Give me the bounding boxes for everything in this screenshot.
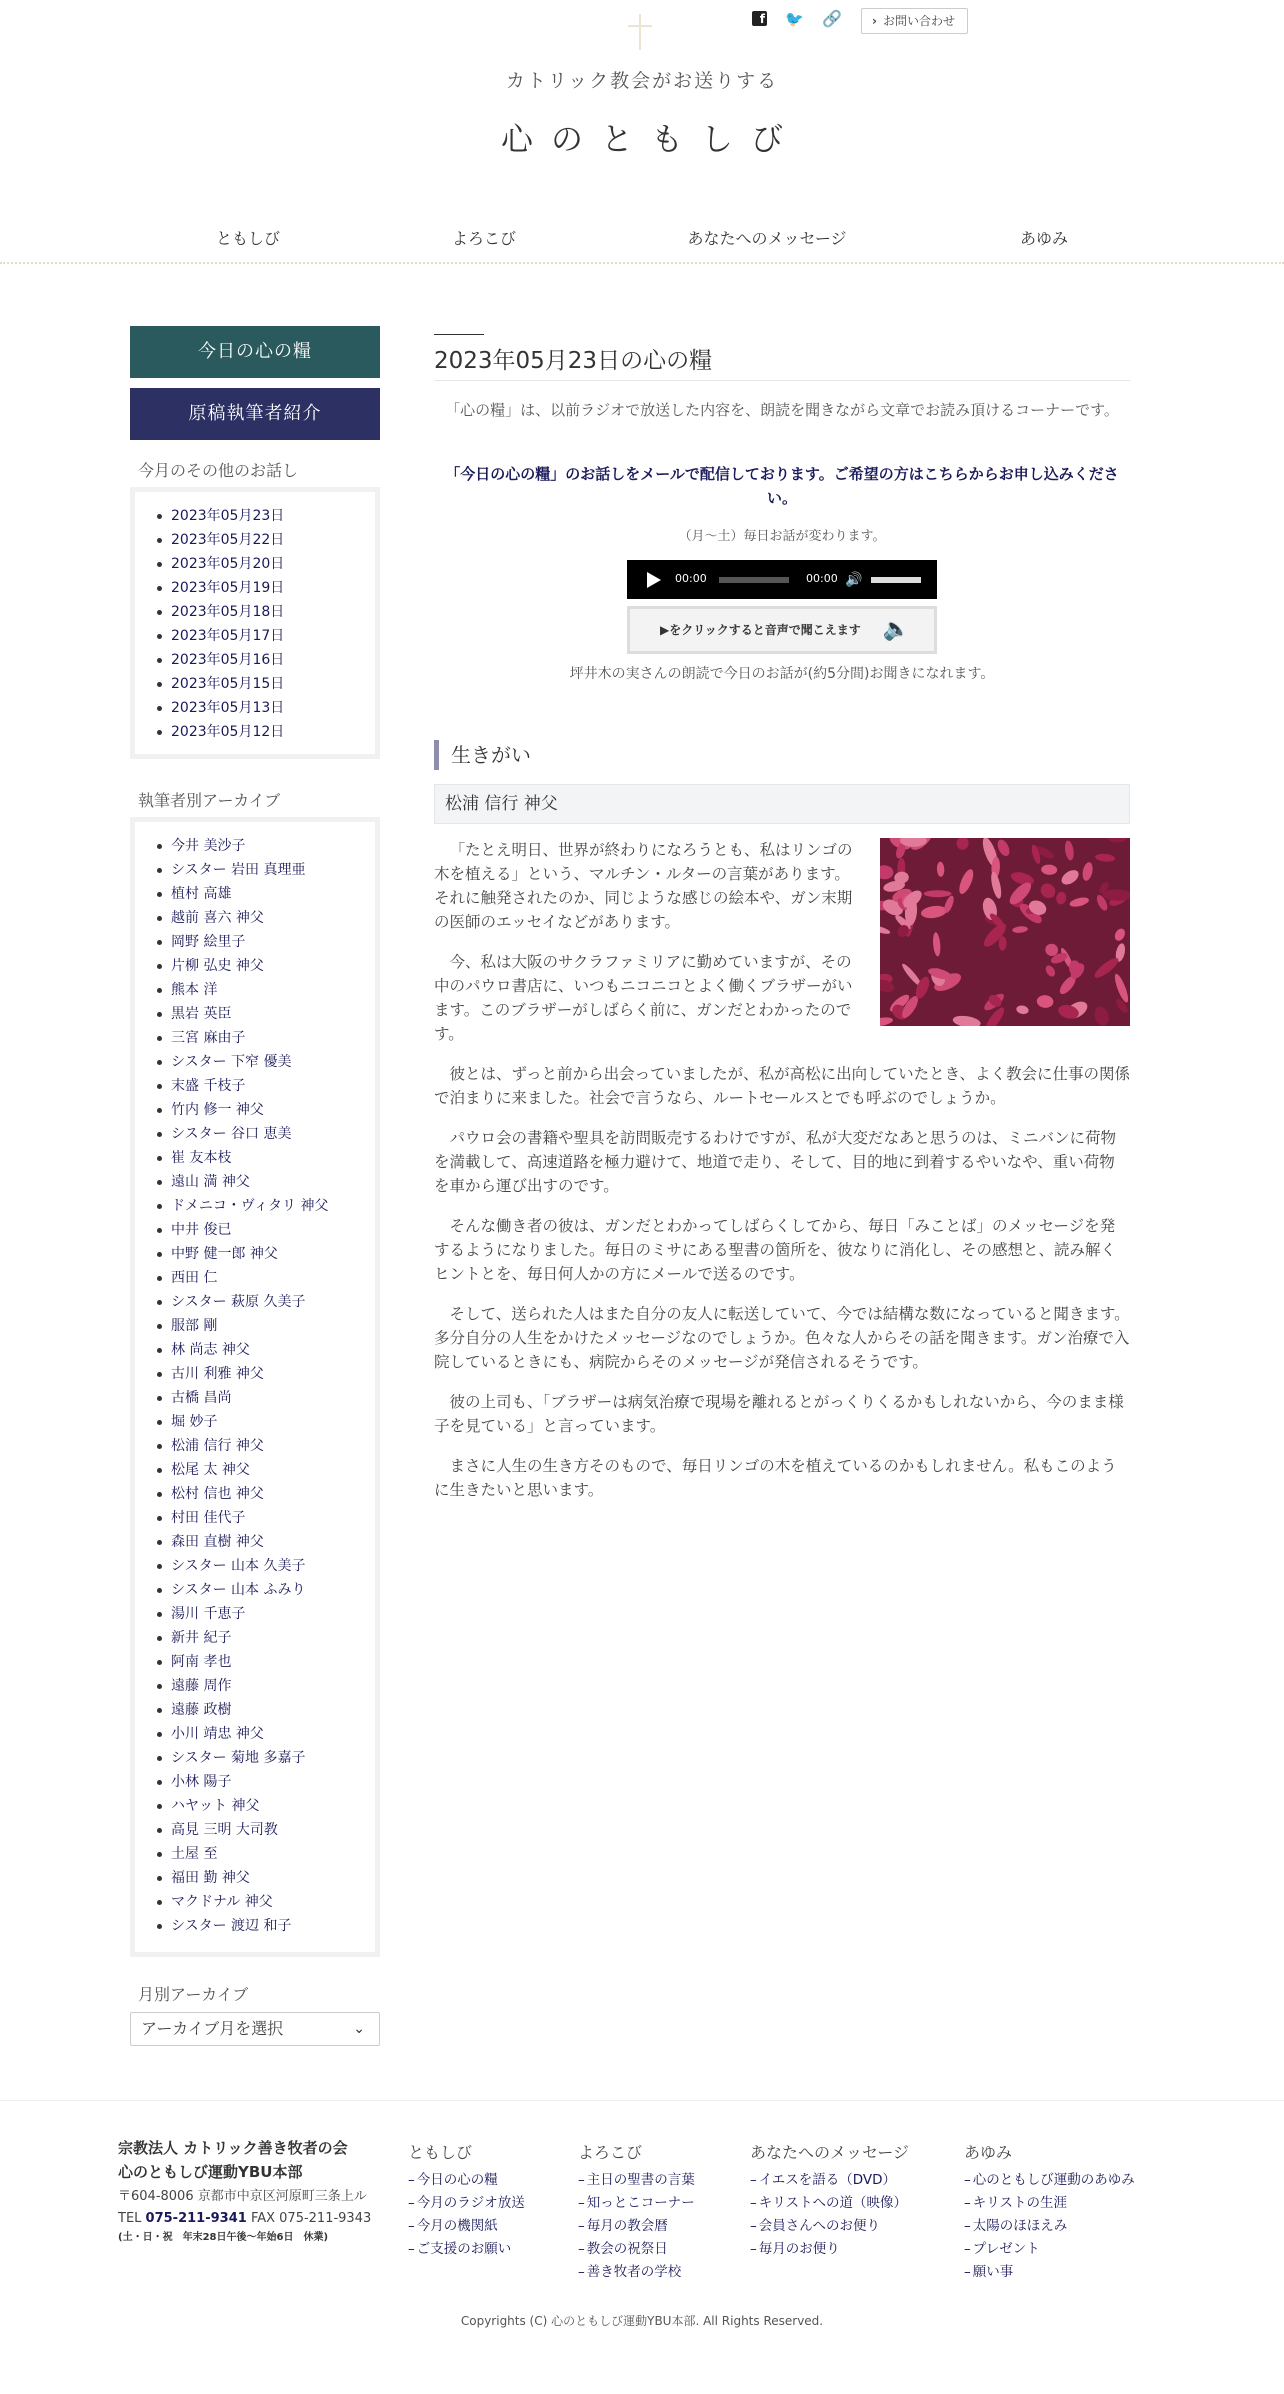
footer-link-label: 今月のラジオ放送 <box>416 2195 525 2211</box>
author-archive-link[interactable]: 林 尚志 神父 <box>171 1338 375 1362</box>
footer-link[interactable] <box>578 2169 695 2192</box>
month-stories-heading: 今月のその他のお話し <box>138 461 299 480</box>
footer-link[interactable] <box>408 2215 525 2238</box>
archive-month-select-value: アーカイブ月を選択 <box>141 2019 284 2038</box>
contact-label: お問い合わせ <box>882 14 955 28</box>
footer-link[interactable] <box>964 2238 1135 2261</box>
dash-icon: – <box>750 2241 757 2257</box>
story-paragraph: 彼の上司も、「ブラザーは病気治療で現場を離れるとがっくりくるかもしれないから、今のまま様子を見ている」と言っています。 <box>434 1393 1124 1435</box>
footer-col-list <box>964 2169 1135 2284</box>
author-archive-link[interactable]: 越前 喜六 神父 <box>171 906 375 930</box>
story-paragraph: 今、私は大阪のサクラファミリアに勤めていますが、その中のパウロ書店に、いつもニコニコとよく働くブラザーがいます。このブラザーがしばらく前に、ガンだとわかったのです。 <box>434 953 853 1043</box>
author-archive-link[interactable]: 植村 高雄 <box>171 882 375 906</box>
footer-link[interactable] <box>578 2215 695 2238</box>
footer-link-label: プレゼント <box>972 2241 1040 2257</box>
footer-col-ayumi <box>964 2140 1135 2284</box>
voice-play-label: ▶をクリックすると音声で聞こえます <box>660 623 861 637</box>
footer-col-message <box>750 2140 909 2261</box>
footer-link-label: 知っとこコーナー <box>586 2195 695 2211</box>
month-story-link[interactable]: 2023年05月19日 <box>171 576 375 600</box>
author-archive-link[interactable]: 森田 直樹 神父 <box>171 1530 375 1554</box>
author-archive-link[interactable]: 片柳 弘史 神父 <box>171 954 375 978</box>
intro-text: 「心の糧」は、以前ラジオで放送した内容を、朗読を聞きながら文章でお読み頂けるコーナーです。 <box>445 401 1119 419</box>
footer-col-title[interactable]: あなたへのメッセージ <box>750 2143 910 2162</box>
author-archive-link[interactable]: シスター 下窄 優美 <box>171 1050 375 1074</box>
author-archive-link[interactable]: 湯川 千恵子 <box>171 1602 375 1626</box>
author-archive-link[interactable]: シスター 谷口 恵美 <box>171 1122 375 1146</box>
chevron-right-icon: › <box>872 14 877 28</box>
author-archive-heading: 執筆者別アーカイブ <box>138 791 281 810</box>
link-icon[interactable]: 🔗 <box>822 9 842 28</box>
author-archive-link[interactable]: ハヤット 神父 <box>171 1794 375 1818</box>
story-paragraph: まさに人生の生き方そのもので、毎日リンゴの木を植えているのかもしれません。私もこのように生きたいと思います。 <box>434 1457 1117 1499</box>
footer-col-title[interactable]: よろこび <box>578 2143 643 2162</box>
footer-link-label: 教会の祝祭日 <box>586 2241 668 2257</box>
footer-link-label: ご支援のお願い <box>416 2241 512 2257</box>
story-paragraph: そして、送られた人はまた自分の友人に転送していて、今では結構な数になっていると聞きます。多分自分の人生をかけたメッセージなのでしょうか。色々な人からその話を聞きます。ガン治療で入院しているときにも、病院からそのメッセージが発信されるそうです。 <box>434 1305 1130 1371</box>
footer-col-list <box>578 2169 695 2284</box>
contact-button[interactable] <box>861 8 968 34</box>
voice-play-button[interactable] <box>627 606 937 654</box>
author-archive-link[interactable]: 熊本 洋 <box>171 978 375 1002</box>
footer-link-label: 会員さんへのお便り <box>758 2218 880 2234</box>
dash-icon: – <box>578 2195 585 2211</box>
footer-link-label: 太陽のほほえみ <box>972 2218 1068 2234</box>
mail-notice-link[interactable]: 「今日の心の糧」のお話しをメールで配信しております。ご希望の方はこちらからお申し込みください。 <box>445 465 1119 507</box>
twitter-icon[interactable]: 🐦 <box>785 10 804 28</box>
volume-icon[interactable]: 🔊 <box>845 572 863 588</box>
footer-link[interactable] <box>408 2169 525 2192</box>
chevron-down-icon: ⌄ <box>353 2021 365 2037</box>
today-kokoro-button[interactable]: 今日の心の糧 <box>130 326 380 378</box>
month-story-link[interactable]: 2023年05月20日 <box>171 552 375 576</box>
story-photo <box>880 838 1130 1026</box>
author-archive-list <box>171 834 375 1938</box>
footer-org-branch: 心のともしび運動YBU本部 <box>118 2163 303 2181</box>
nav-item-tomoshibi[interactable]: ともしび <box>215 229 281 248</box>
footer-link-label: 毎月の教会暦 <box>586 2218 668 2234</box>
dash-icon: – <box>578 2241 585 2257</box>
footer-org-name: 宗教法人 カトリック善き牧者の会 <box>118 2139 348 2157</box>
story-paragraph: そんな働き者の彼は、ガンだとわかってしばらくしてから、毎日「みことば」のメッセージを発するようになりました。毎日のミサにある聖書の箇所を、彼なりに消化し、その感想と、読み解くヒントとを、毎日何人かの方にメールで送るのです。 <box>434 1217 1117 1283</box>
footer-link-label: 毎月のお便り <box>758 2241 840 2257</box>
monthly-archive-heading: 月別アーカイブ <box>138 1985 249 2004</box>
month-story-link[interactable]: 2023年05月15日 <box>171 672 375 696</box>
author-archive-link[interactable]: 小林 陽子 <box>171 1770 375 1794</box>
footer-link[interactable] <box>750 2169 909 2192</box>
author-archive-link[interactable]: 村田 佳代子 <box>171 1506 375 1530</box>
audio-player <box>627 560 937 599</box>
author-archive-link[interactable]: 新井 紀子 <box>171 1626 375 1650</box>
story-paragraph: パウロ会の書籍や聖具を訪問販売するわけですが、私が大変だなあと思うのは、ミニバンに荷物を満載して、高速道路を極力避けて、地道で走り、そして、目的地に到着するやいなや、重い荷物を車から運び出すのです。 <box>434 1129 1117 1195</box>
month-story-link[interactable]: 2023年05月13日 <box>171 696 375 720</box>
voice-note: 坪井木の実さんの朗読で今日のお話が(約5分間)お聞きになれます。 <box>569 666 995 682</box>
author-archive-link[interactable]: 服部 剛 <box>171 1314 375 1338</box>
author-archive-link[interactable]: シスター 山本 久美子 <box>171 1554 375 1578</box>
dash-icon: – <box>964 2241 971 2257</box>
month-stories-list <box>171 504 375 744</box>
author-archive-link[interactable]: 三宮 麻由子 <box>171 1026 375 1050</box>
footer-link[interactable] <box>964 2261 1135 2284</box>
authors-intro-button[interactable]: 原稿執筆者紹介 <box>130 388 380 440</box>
dash-icon: – <box>964 2172 971 2188</box>
footer-phone <box>118 2208 371 2230</box>
speaker-icon: 🔈 <box>882 617 910 642</box>
author-archive-link[interactable]: 松浦 信行 神父 <box>171 1434 375 1458</box>
footer-link-label: キリストの生涯 <box>972 2195 1067 2211</box>
month-story-link[interactable]: 2023年05月23日 <box>171 504 375 528</box>
footer-link[interactable] <box>408 2192 525 2215</box>
dash-icon: – <box>964 2264 971 2280</box>
current-time: 00:00 <box>675 572 707 585</box>
footer-link[interactable] <box>750 2215 909 2238</box>
footer-fax: FAX 075-211-9343 <box>250 2211 372 2226</box>
schedule-text: （月～土）毎日お話が変わります。 <box>678 529 886 544</box>
month-story-link[interactable]: 2023年05月22日 <box>171 528 375 552</box>
footer-tel-label: TEL <box>118 2211 142 2226</box>
title-accent-rule <box>434 334 484 335</box>
author-archive-link[interactable]: 古川 利雅 神父 <box>171 1362 375 1386</box>
author-archive-link[interactable]: 中井 俊已 <box>171 1218 375 1242</box>
author-archive-link[interactable]: 岡野 絵里子 <box>171 930 375 954</box>
footer-link[interactable] <box>578 2192 695 2215</box>
footer-link-label: 願い事 <box>972 2264 1014 2280</box>
author-archive-link[interactable]: シスター 渡辺 和子 <box>171 1914 375 1938</box>
footer-divider <box>0 2100 1284 2101</box>
volume-slider[interactable] <box>871 577 921 583</box>
month-stories-box <box>130 487 380 759</box>
author-archive-link[interactable]: 遠山 満 神父 <box>171 1170 375 1194</box>
author-archive-link[interactable]: 小川 靖忠 神父 <box>171 1722 375 1746</box>
author-archive-link[interactable]: 松村 信也 神父 <box>171 1482 375 1506</box>
dash-icon: – <box>578 2218 585 2234</box>
story-author: 松浦 信行 神父 <box>434 784 1130 824</box>
author-archive-link[interactable]: 中野 健一郎 神父 <box>171 1242 375 1266</box>
author-archive-link[interactable]: シスター 菊地 多嘉子 <box>171 1746 375 1770</box>
footer-link[interactable] <box>750 2192 909 2215</box>
author-archive-link[interactable]: 竹内 修一 神父 <box>171 1098 375 1122</box>
footer-col-tomoshibi <box>408 2140 525 2261</box>
footer-org <box>118 2136 348 2184</box>
page-title: 2023年05月23日の心の糧 <box>434 348 713 374</box>
author-archive-link[interactable]: 松尾 太 神父 <box>171 1458 375 1482</box>
dash-icon: – <box>408 2195 415 2211</box>
footer-link[interactable] <box>964 2169 1135 2192</box>
footer-link-label: 今月の機関紙 <box>416 2218 498 2234</box>
global-nav <box>0 226 1284 256</box>
author-archive-link[interactable]: 西田 仁 <box>171 1266 375 1290</box>
author-archive-link[interactable]: 遠藤 周作 <box>171 1674 375 1698</box>
dash-icon: – <box>750 2195 757 2211</box>
dash-icon: – <box>964 2195 971 2211</box>
author-archive-link[interactable]: シスター 山本 ふみり <box>171 1578 375 1602</box>
footer-col-title[interactable]: あゆみ <box>964 2143 1013 2162</box>
author-archive-link[interactable]: シスター 岩田 真理亜 <box>171 858 375 882</box>
footer-link-label: 心のともしび運動のあゆみ <box>972 2172 1135 2188</box>
author-archive-link[interactable]: 福田 勤 神父 <box>171 1866 375 1890</box>
author-archive-link[interactable]: 末盛 千枝子 <box>171 1074 375 1098</box>
facebook-icon[interactable]: f <box>752 11 767 26</box>
author-archive-link[interactable]: ドメニコ・ヴィタリ 神父 <box>171 1194 375 1218</box>
author-archive-link[interactable]: 堀 妙子 <box>171 1410 375 1434</box>
footer-link-label: イエスを語る（DVD） <box>758 2172 896 2188</box>
author-archive-box <box>130 817 380 1957</box>
footer-hours-note: (土・日・祝 年末28日午後～年始6日 休業) <box>118 2232 329 2243</box>
month-story-link[interactable]: 2023年05月16日 <box>171 648 375 672</box>
footer-address-block <box>118 2186 371 2230</box>
story-paragraph: 「たとえ明日、世界が終わりになろうとも、私はリンゴの木を植える」という、マルチン・ルターの言葉があります。それに触発されたのか、同じような感じの絵本や、ガン末期の医師のエッセイなどがあります。 <box>434 841 853 931</box>
dash-icon: – <box>578 2264 585 2280</box>
footer-link[interactable] <box>750 2238 909 2261</box>
cross-logo-icon <box>628 14 652 50</box>
author-archive-link[interactable]: マクドナル 神父 <box>171 1890 375 1914</box>
footer-link-label: キリストへの道（映像） <box>758 2195 907 2211</box>
footer-link[interactable] <box>578 2238 695 2261</box>
site-subtitle: カトリック教会がお送りする <box>505 70 779 92</box>
month-story-link[interactable]: 2023年05月17日 <box>171 624 375 648</box>
footer-col-list <box>408 2169 525 2261</box>
author-archive-link[interactable]: 高見 三明 大司教 <box>171 1818 375 1842</box>
nav-divider <box>0 262 1284 264</box>
author-archive-link[interactable]: 阿南 孝也 <box>171 1650 375 1674</box>
footer-link-label: 主日の聖書の言葉 <box>586 2172 695 2188</box>
play-icon[interactable] <box>647 572 661 588</box>
author-archive-link[interactable]: 土屋 至 <box>171 1842 375 1866</box>
footer-link[interactable] <box>964 2192 1135 2215</box>
month-story-link[interactable]: 2023年05月12日 <box>171 720 375 744</box>
dash-icon: – <box>408 2241 415 2257</box>
author-archive-link[interactable]: 今井 美沙子 <box>171 834 375 858</box>
site-title[interactable]: 心のともしび <box>500 120 801 158</box>
title-underline <box>434 380 1130 381</box>
author-archive-link[interactable]: シスター 萩原 久美子 <box>171 1290 375 1314</box>
footer-link[interactable] <box>578 2261 695 2284</box>
footer-col-yorokobi <box>578 2140 695 2284</box>
month-story-link[interactable]: 2023年05月18日 <box>171 600 375 624</box>
story-paragraph: 彼とは、ずっと前から出会っていましたが、私が高松に出向していたとき、よく教会に仕事の関係で泊まりに来ました。社会で言うなら、ルートセールスとでも呼ぶのでしょうか。 <box>434 1065 1130 1107</box>
dash-icon: – <box>750 2218 757 2234</box>
author-archive-link[interactable]: 崔 友本枝 <box>171 1146 375 1170</box>
dash-icon: – <box>750 2172 757 2188</box>
footer-link-label: 今日の心の糧 <box>416 2172 498 2188</box>
footer-tel-link[interactable]: 075-211-9341 <box>145 2211 247 2226</box>
copyright: Copyrights (C) 心のともしび運動YBU本部. All Rights Reserved. <box>460 2314 824 2328</box>
footer-address: 〒604-8006 京都市中京区河原町三条上ル <box>118 2189 367 2204</box>
nav-item-yorokobi[interactable]: よろこび <box>451 229 517 248</box>
dash-icon: – <box>964 2218 971 2234</box>
footer-link[interactable] <box>408 2238 525 2261</box>
author-archive-link[interactable]: 遠藤 政樹 <box>171 1698 375 1722</box>
dash-icon: – <box>578 2172 585 2188</box>
nav-item-ayumi[interactable]: あゆみ <box>1019 229 1069 248</box>
author-archive-link[interactable]: 黒岩 英臣 <box>171 1002 375 1026</box>
footer-link-label: 善き牧者の学校 <box>586 2264 682 2280</box>
author-archive-link[interactable]: 古橋 昌尚 <box>171 1386 375 1410</box>
footer-col-title[interactable]: ともしび <box>408 2143 473 2162</box>
duration-time: 00:00 <box>806 572 838 585</box>
nav-item-message[interactable]: あなたへのメッセージ <box>687 229 847 248</box>
progress-bar[interactable] <box>719 577 789 583</box>
dash-icon: – <box>408 2172 415 2188</box>
story-title: 生きがい <box>434 740 531 770</box>
dash-icon: – <box>408 2218 415 2234</box>
footer-col-list <box>750 2169 909 2261</box>
archive-month-select[interactable] <box>130 2012 380 2046</box>
footer-link[interactable] <box>964 2215 1135 2238</box>
